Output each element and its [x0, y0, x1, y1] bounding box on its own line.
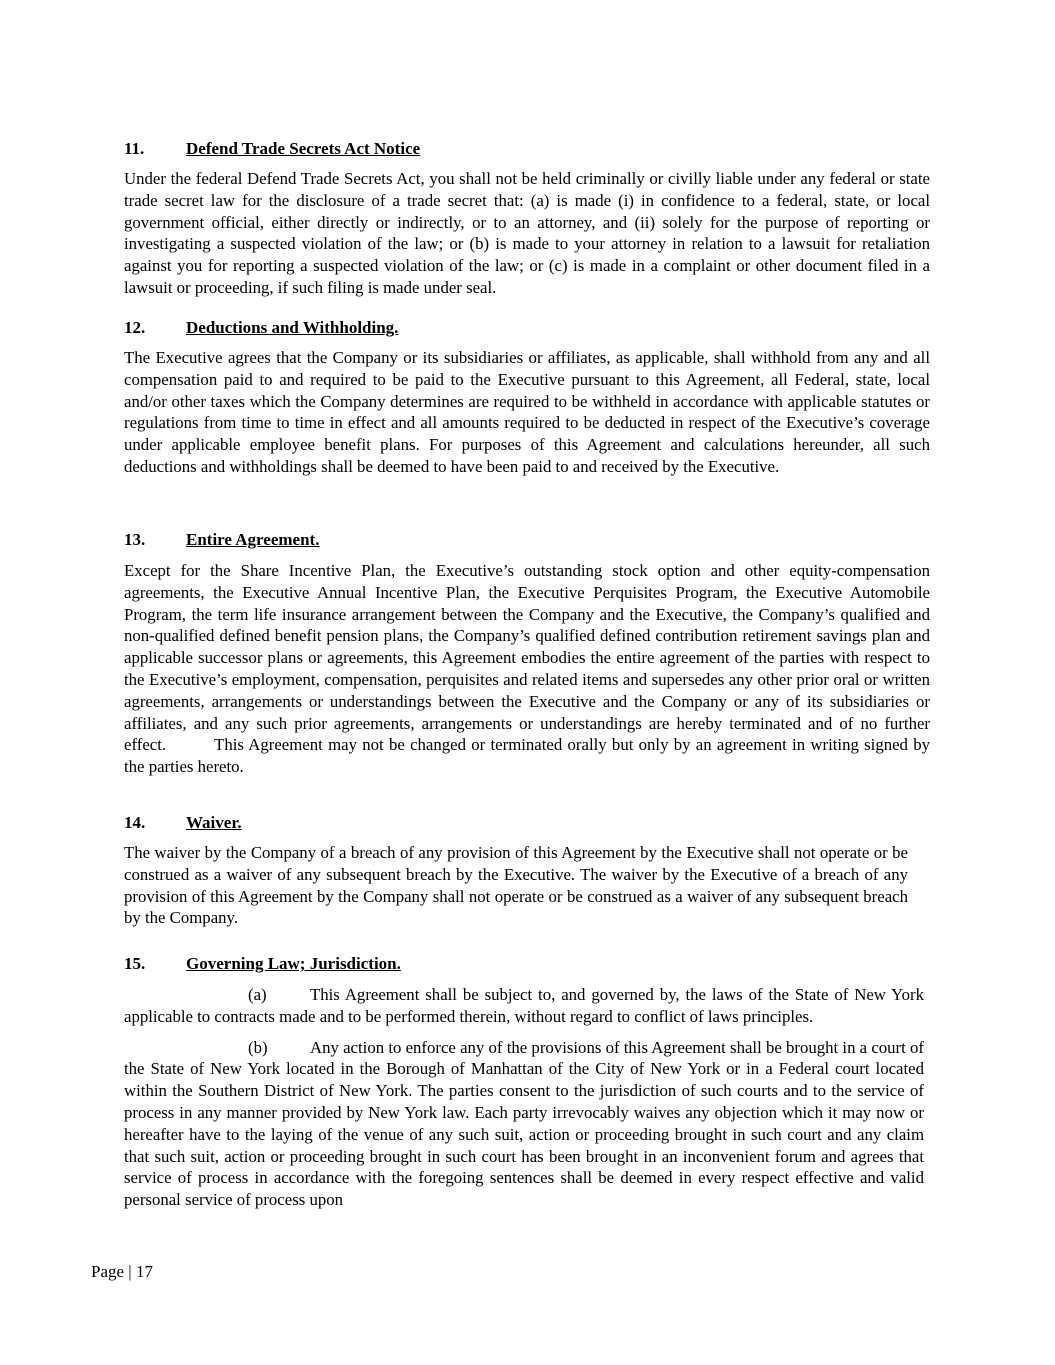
- section-number: 11.: [124, 139, 145, 158]
- section-paragraph: Under the federal Defend Trade Secrets Act, you shall not be held criminally or civilly liable under any federal or state trade secret law for the disclosure of a trade secret that: (a) is made (i) in confidence to a federal, state, or local government official, either directly or indirectly, or to an attorney, and (ii) solely for the purpose of reporting or investigating a suspected violation of the law; or (b) is made to your attorney in relation to a lawsuit for retaliation against you for reporting a suspected violation of the law; or (c) is made in a complaint or other document filed in a lawsuit or proceeding, if such filing is made under seal.: [124, 169, 930, 297]
- subsection-text: Any action to enforce any of the provisions of this Agreement shall be brought in a court of the State of New York located in the Borough of Manhattan of the City of New York or in a Federal court located within the Southern District of New York. The parties consent to the jurisdiction of such courts and to the service of process in any manner provided by New York law. Each party irrevocably waives any objection which it may now or hereafter have to the laying of the venue of any such suit, action or proceeding brought in such court and any claim that such suit, action or proceeding brought in such court has been brought in an inconvenient forum and agrees that service of process in accordance with the foregoing sentences shall be deemed in every respect effective and valid personal service of process upon: [124, 1037, 924, 1210]
- section-title: Entire Agreement.: [186, 530, 320, 549]
- section-paragraph: The Executive agrees that the Company or its subsidiaries or affiliates, as applicable, shall withhold from any and all compensation paid to and required to be paid to the Executive pursuant to this Agreement, all Federal, state, local and/or other taxes which the Company determines are required to be withheld in accordance with applicable statutes or regulations from time to time in effect and all amounts required to be deducted in respect of the Executive’s coverage under applicable employee benefit plans. For purposes of this Agreement and calculations hereunder, all such deductions and withholdings shall be deemed to have been paid to and received by the Executive.: [124, 348, 930, 476]
- subsection-a: [124, 984, 924, 1028]
- section-13: [124, 530, 930, 778]
- section-heading: [124, 530, 930, 550]
- page-number: Page | 17: [91, 1262, 153, 1281]
- section-paragraph-text-2: This Agreement may not be changed or terminated orally but only by an agreement in writing signed by the parties hereto.: [124, 735, 930, 777]
- section-title: Governing Law; Jurisdiction.: [186, 954, 401, 973]
- section-number: 14.: [124, 813, 146, 832]
- section-number: 12.: [124, 318, 146, 337]
- subsection-marker: (a): [248, 985, 267, 1004]
- section-paragraph: The waiver by the Company of a breach of any provision of this Agreement by the Executive shall not operate or be construed as a waiver of any subsequent breach by the Executive. The waiver by the Executive of a breach of any provision of this Agreement by the Company shall not operate or be construed as a waiver of any subsequent breach by the Company.: [124, 843, 908, 928]
- section-heading: [124, 954, 924, 974]
- section-14: [124, 813, 930, 929]
- section-12: [124, 318, 930, 478]
- section-heading: [124, 318, 930, 338]
- section-title: Defend Trade Secrets Act Notice: [186, 139, 421, 158]
- subsection-text: This Agreement shall be subject to, and governed by, the laws of the State of New York applicable to contracts made and to be performed therein, without regard to conflict of laws principles.: [124, 985, 924, 1026]
- section-paragraph-text: Except for the Share Incentive Plan, the Executive’s outstanding stock option and other equity-compensation agreements, the Executive Annual Incentive Plan, the Executive Perquisites Program, the Executive Automobile Program, the term life insurance arrangement between the Company and the Executive, the Company’s qualified and non-qualified defined benefit pension plans, the Company’s qualified defined contribution retirement savings plan and applicable successor plans or agreements, this Agreement embodies the entire agreement of the parties with respect to the Executive’s employment, compensation, perquisites and related items and supersedes any other prior oral or written agreements, arrangements or understandings between the Executive and the Company or any of its subsidiaries or affiliates, and any such prior agreements, arrangements or understandings are hereby terminated and of no further effect.: [124, 561, 930, 755]
- section-title: Waiver.: [186, 813, 242, 832]
- section-number: 15.: [124, 954, 146, 973]
- section-15: [124, 954, 924, 1211]
- section-title: Deductions and Withholding.: [186, 318, 399, 337]
- section-number: 13.: [124, 530, 146, 549]
- section-11: [124, 139, 930, 299]
- subsection-marker: (b): [248, 1037, 268, 1057]
- section-heading: [124, 139, 930, 159]
- section-paragraph: [124, 560, 930, 778]
- subsection-b: [124, 1037, 924, 1211]
- section-heading: [124, 813, 930, 833]
